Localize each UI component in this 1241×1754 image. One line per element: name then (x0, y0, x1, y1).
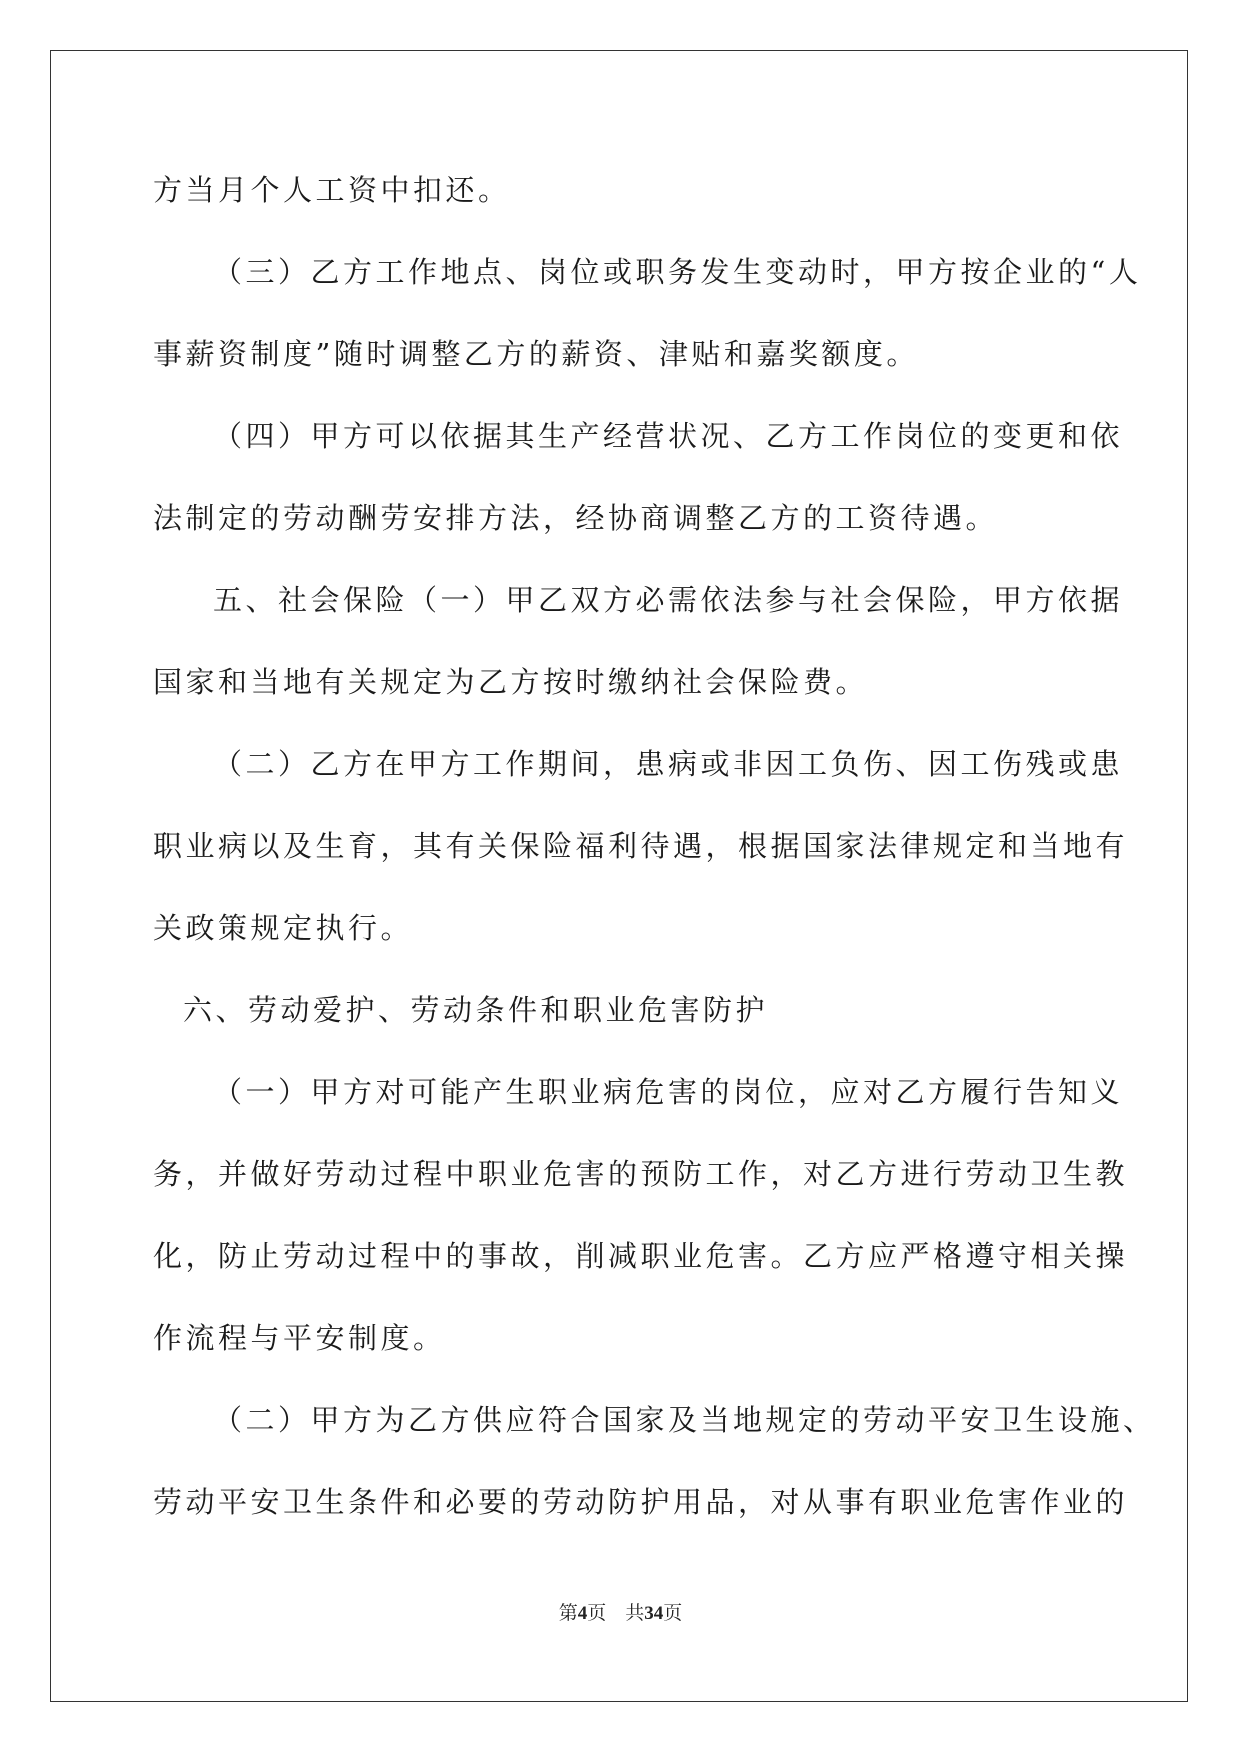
text-line: 职业病以及生育，其有关保险福利待遇，根据国家法律规定和当地有 (153, 829, 1129, 863)
text-line: 方当月个人工资中扣还。 (153, 173, 511, 207)
page-prefix: 第 (558, 1603, 578, 1624)
total-prefix: 共 (625, 1603, 645, 1624)
text-line: （二）甲方为乙方供应符合国家及当地规定的劳动平安卫生设施、 (213, 1403, 1156, 1437)
text-line: 事薪资制度”随时调整乙方的薪资、津贴和嘉奖额度。 (153, 337, 919, 371)
text-line: （四）甲方可以依据其生产经营状况、乙方工作岗位的变更和依 (213, 419, 1124, 453)
text-line: 法制定的劳动酬劳安排方法，经协商调整乙方的工资待遇。 (153, 501, 999, 535)
text-line: 化，防止劳动过程中的事故，削减职业危害。乙方应严格遵守相关操 (153, 1239, 1129, 1273)
total-suffix: 页 (663, 1603, 683, 1624)
text-line: 务，并做好劳动过程中职业危害的预防工作，对乙方进行劳动卫生教 (153, 1157, 1129, 1191)
page-footer (0, 1598, 1241, 1625)
total-pages: 34 (644, 1603, 664, 1624)
text-line: （一）甲方对可能产生职业病危害的岗位，应对乙方履行告知义 (213, 1075, 1124, 1109)
text-line: 五、社会保险（一）甲乙双方必需依法参与社会保险，甲方依据 (213, 583, 1124, 617)
text-line: 作流程与平安制度。 (153, 1321, 446, 1355)
text-line: （三）乙方工作地点、岗位或职务发生变动时，甲方按企业的“人 (213, 255, 1142, 289)
text-line: 国家和当地有关规定为乙方按时缴纳社会保险费。 (153, 665, 869, 699)
text-line: （二）乙方在甲方工作期间，患病或非因工负伤、因工伤残或患 (213, 747, 1124, 781)
section-heading: 六、劳动爱护、劳动条件和职业危害防护 (183, 993, 769, 1027)
page-number: 4 (577, 1603, 588, 1624)
text-line: 关政策规定执行。 (153, 911, 414, 945)
text-line: 劳动平安卫生条件和必要的劳动防护用品，对从事有职业危害作业的 (153, 1485, 1129, 1519)
page-suffix: 页 (587, 1603, 607, 1624)
page-border (50, 50, 1188, 1702)
